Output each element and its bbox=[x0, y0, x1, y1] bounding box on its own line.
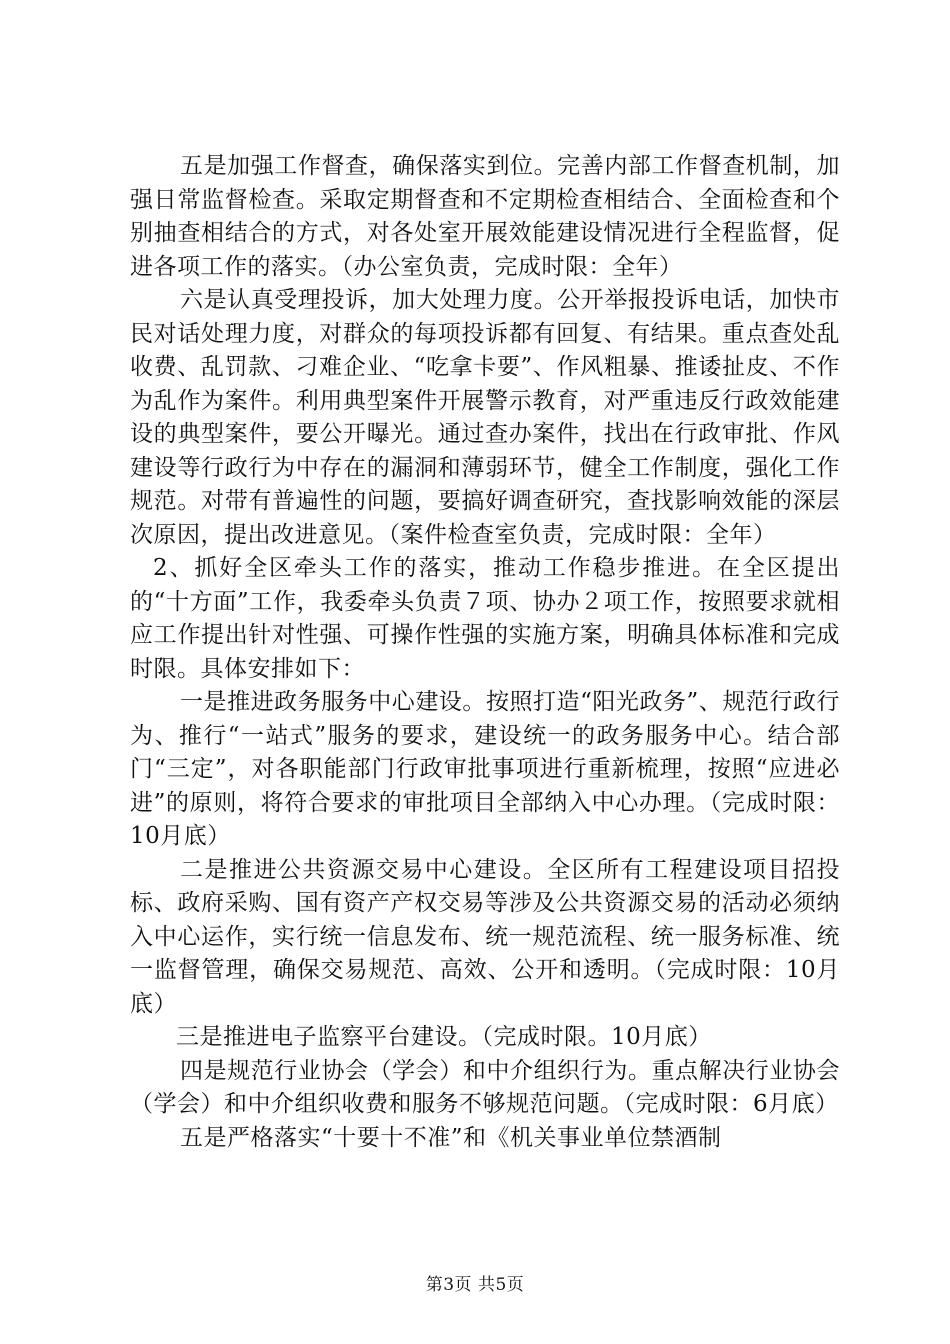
page-footer: 第3页 共5页 bbox=[425, 1275, 525, 1295]
document-body bbox=[130, 150, 840, 1155]
paragraph-lead-work: 2、抓好全区牵头工作的落实，推动工作稳步推进。在全区提出的“十方面”工作，我委牵头负责７项、协办２项工作，按照要求就相应工作提出针对性强、可操作性强的实施方案，明确具体标准和完成时限。具体安排如下： bbox=[130, 555, 840, 682]
paragraph-complaints: 六是认真受理投诉，加大处理力度。公开举报投诉电话，加快市民对话处理力度，对群众的每项投诉都有回复、有结果。重点查处乱收费、乱罚款、刁难企业、“吃拿卡要”、作风粗暴、推诿扯皮、不作为乱作为案件。利用典型案件开展警示教育，对严重违反行政效能建设的典型案件，要公开曝光。通过查办案件，找出在行政审批、作风建设等行政行为中存在的漏洞和薄弱环节，健全工作制度，强化工作规范。对带有普遍性的问题，要搞好调查研究，查找影响效能的深层次原因，提出改进意见。（案件检查室负责，完成时限：全年） bbox=[130, 287, 840, 548]
paragraph-service-center: 一是推进政务服务中心建设。按照打造“阳光政务”、规范行政行为、推行“一站式”服务的要求，建设统一的政务服务中心。结合部门“三定”，对各职能部门行政审批事项进行重新梳理，按照“应进必进”的原则，将符合要求的审批项目全部纳入中心办理。（完成时限：10月底） bbox=[130, 689, 840, 849]
paragraph-supervision: 五是加强工作督查，确保落实到位。完善内部工作督查机制，加强日常监督检查。采取定期督查和不定期检查相结合、全面检查和个别抽查相结合的方式，对各处室开展效能建设情况进行全程监督，促进各项工作的落实。（办公室负责，完成时限：全年） bbox=[130, 153, 840, 280]
paragraph-industry-associations: 四是规范行业协会（学会）和中介组织行为。重点解决行业协会（学会）和中介组织收费和服务不够规范问题。（完成时限：6月底） bbox=[130, 1057, 840, 1117]
paragraph-e-supervision: 三是推进电子监察平台建设。（完成时限。10月底） bbox=[176, 1024, 712, 1050]
paragraph-trading-center: 二是推进公共资源交易中心建设。全区所有工程建设项目招投标、政府采购、国有资产产权交易等涉及公共资源交易的活动必须纳入中心运作，实行统一信息发布、统一规范流程、统一服务标准、统一监督管理，确保交易规范、高效、公开和透明。（完成时限：10月底） bbox=[130, 856, 840, 1017]
paragraph-ten-requirements: 五是严格落实“十要十不准”和《机关事业单位禁酒制 bbox=[180, 1124, 722, 1151]
